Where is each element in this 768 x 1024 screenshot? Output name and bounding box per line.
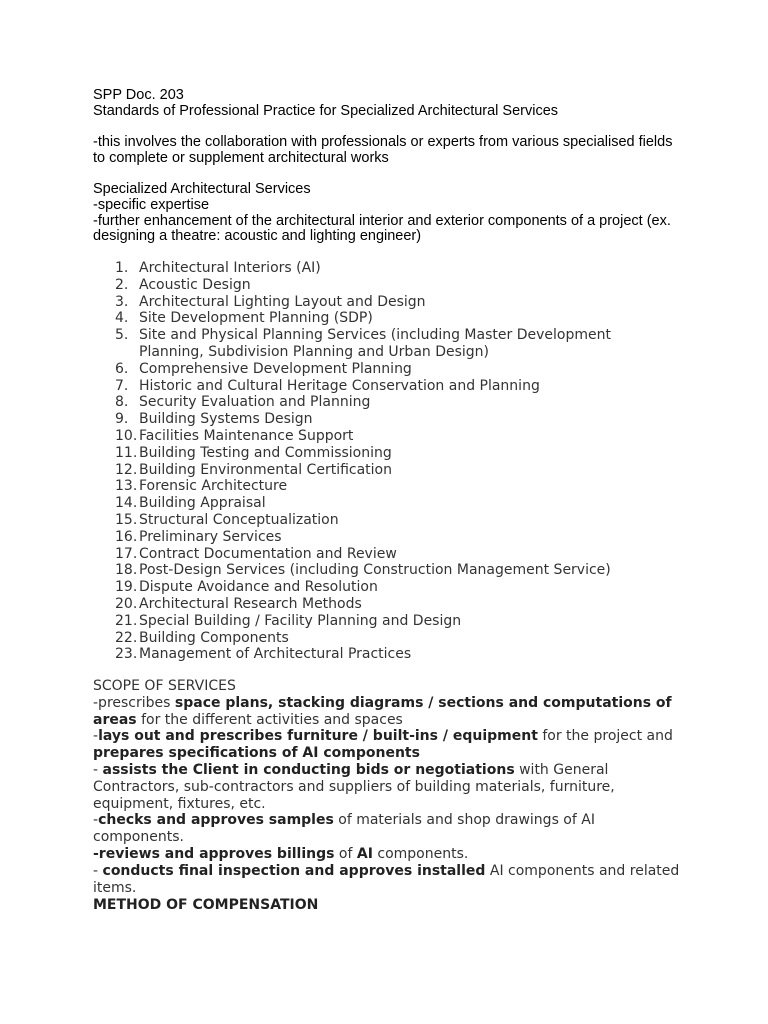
- list-number: 11.: [115, 444, 138, 461]
- scope-text: of materials and shop drawings of AI components.: [93, 812, 595, 846]
- list-text: Post-Design Services (including Construction Management Service): [139, 562, 611, 579]
- list-number: 21.: [115, 612, 138, 629]
- list-item: [115, 361, 639, 378]
- list-number: 1.: [115, 260, 129, 276]
- scope-emphasis: checks and approves samples: [98, 812, 334, 829]
- list-text: Architectural Lighting Layout and Design: [139, 293, 426, 310]
- specialized-heading: Specialized Architectural Services: [93, 181, 311, 197]
- list-text: Forensic Architecture: [139, 478, 288, 495]
- specialized-point: designing a theatre: acoustic and lighting engineer): [93, 228, 422, 245]
- list-item: [115, 613, 639, 630]
- list-text: Building Testing and Commissioning: [139, 444, 392, 461]
- scope-emphasis: assists the Client in conducting bids or negotiations: [102, 761, 515, 778]
- list-item: [115, 411, 639, 428]
- list-item: [115, 445, 639, 462]
- list-number: 18.: [115, 562, 138, 579]
- services-list: [115, 260, 639, 663]
- list-number: 8.: [115, 394, 129, 411]
- scope-text: -: [93, 728, 99, 745]
- list-text: Preliminary Services: [139, 528, 282, 545]
- specialized-section: [93, 182, 713, 245]
- list-item: [115, 428, 639, 445]
- list-item: [115, 512, 639, 529]
- specialized-point: -specific expertise: [93, 196, 210, 213]
- list-number: 15.: [115, 511, 138, 528]
- list-number: 20.: [115, 595, 138, 612]
- list-text: Comprehensive Development Planning: [139, 360, 412, 377]
- list-item: [115, 562, 639, 579]
- list-text: Building Components: [139, 629, 289, 646]
- specialized-point: -further enhancement of the architectural interior and exterior components of a project (ex.: [93, 212, 671, 229]
- list-text: Contract Documentation and Review: [139, 545, 397, 562]
- scope-text: components.: [372, 845, 469, 862]
- list-text: Special Building / Facility Planning and Design: [139, 612, 462, 629]
- list-item: [115, 462, 639, 479]
- scope-emphasis: prepares specifications of AI components: [93, 745, 420, 762]
- intro-paragraph: [93, 135, 713, 167]
- list-item: [115, 646, 639, 663]
- scope-emphasis: AI: [356, 845, 373, 862]
- list-number: 12.: [115, 461, 138, 478]
- list-text: Site Development Planning (SDP): [139, 310, 373, 327]
- scope-item: [93, 728, 683, 762]
- scope-text: for the different activities and spaces: [136, 711, 403, 728]
- list-number: 9.: [115, 411, 129, 428]
- list-number: 7.: [115, 377, 129, 394]
- list-item: [115, 394, 639, 411]
- intro-line: to complete or supplement architectural works: [93, 149, 389, 166]
- list-number: 6.: [115, 360, 129, 377]
- list-text: Dispute Avoidance and Resolution: [139, 579, 378, 596]
- list-item: [115, 260, 639, 277]
- intro-line: -this involves the collaboration with professionals or experts from various specialised fields: [93, 134, 673, 150]
- list-number: 17.: [115, 545, 138, 562]
- list-text: Management of Architectural Practices: [139, 646, 412, 663]
- list-number: 4.: [115, 310, 129, 327]
- document-title: Standards of Professional Practice for Specialized Architectural Services: [93, 102, 559, 119]
- list-number: 5.: [115, 327, 129, 344]
- scope-emphasis: -reviews and approves billings: [93, 845, 335, 862]
- list-text: Building Appraisal: [139, 495, 266, 512]
- method-of-compensation-heading: METHOD OF COMPENSATION: [93, 897, 319, 913]
- scope-item: [93, 812, 683, 846]
- list-item: [115, 596, 639, 613]
- list-text: Architectural Research Methods: [139, 595, 362, 612]
- scope-of-services: [93, 678, 683, 896]
- scope-heading: SCOPE OF SERVICES: [93, 678, 236, 694]
- list-item: [115, 478, 639, 495]
- list-text: Facilities Maintenance Support: [139, 427, 354, 444]
- list-text: Architectural Interiors (AI): [139, 260, 321, 276]
- list-item: [115, 579, 639, 596]
- scope-item: [93, 863, 683, 897]
- list-item: [115, 277, 639, 294]
- list-text: Site and Physical Planning Services (including Master Development Planning, Subdivision Planning and Urban Design): [139, 327, 611, 360]
- list-number: 22.: [115, 629, 138, 646]
- document-header: [93, 88, 693, 120]
- list-text: Building Systems Design: [139, 411, 313, 428]
- list-number: 14.: [115, 495, 138, 512]
- scope-text: with General Contractors, sub-contractors and suppliers of building materials, furniture, equipment, fixtures, etc.: [93, 761, 615, 812]
- list-text: Security Evaluation and Planning: [139, 394, 371, 411]
- scope-emphasis: conducts final inspection and approves installed: [102, 862, 486, 879]
- scope-text: AI components and related items.: [93, 862, 680, 896]
- list-item: [115, 529, 639, 546]
- list-number: 13.: [115, 478, 138, 495]
- scope-text: -: [93, 862, 103, 879]
- list-number: 16.: [115, 528, 138, 545]
- list-item: [115, 546, 639, 563]
- list-item: [115, 327, 639, 361]
- scope-text: -prescribes: [93, 694, 175, 711]
- list-number: 10.: [115, 427, 138, 444]
- scope-emphasis: lays out and prescribes furniture / built-ins / equipment: [98, 728, 538, 745]
- list-item: [115, 495, 639, 512]
- scope-text: of: [334, 845, 357, 862]
- document-id: SPP Doc. 203: [93, 87, 184, 103]
- list-text: Structural Conceptualization: [139, 511, 339, 528]
- list-text: Historic and Cultural Heritage Conservation and Planning: [139, 377, 540, 394]
- list-number: 19.: [115, 579, 138, 596]
- list-item: [115, 378, 639, 395]
- list-number: 23.: [115, 646, 138, 663]
- list-item: [115, 630, 639, 647]
- scope-item: [93, 695, 683, 729]
- list-text: Acoustic Design: [139, 276, 251, 293]
- list-number: 2.: [115, 276, 129, 293]
- list-item: [115, 294, 639, 311]
- list-number: 3.: [115, 293, 129, 310]
- list-item: [115, 310, 639, 327]
- scope-emphasis: space plans, stacking diagrams / sections and computations of areas: [93, 694, 672, 728]
- scope-text: -: [93, 812, 99, 829]
- scope-text: -: [93, 761, 103, 778]
- scope-item: [93, 846, 683, 863]
- scope-item: [93, 762, 683, 812]
- list-text: Building Environmental Certification: [139, 461, 392, 478]
- scope-text: for the project and: [537, 728, 673, 745]
